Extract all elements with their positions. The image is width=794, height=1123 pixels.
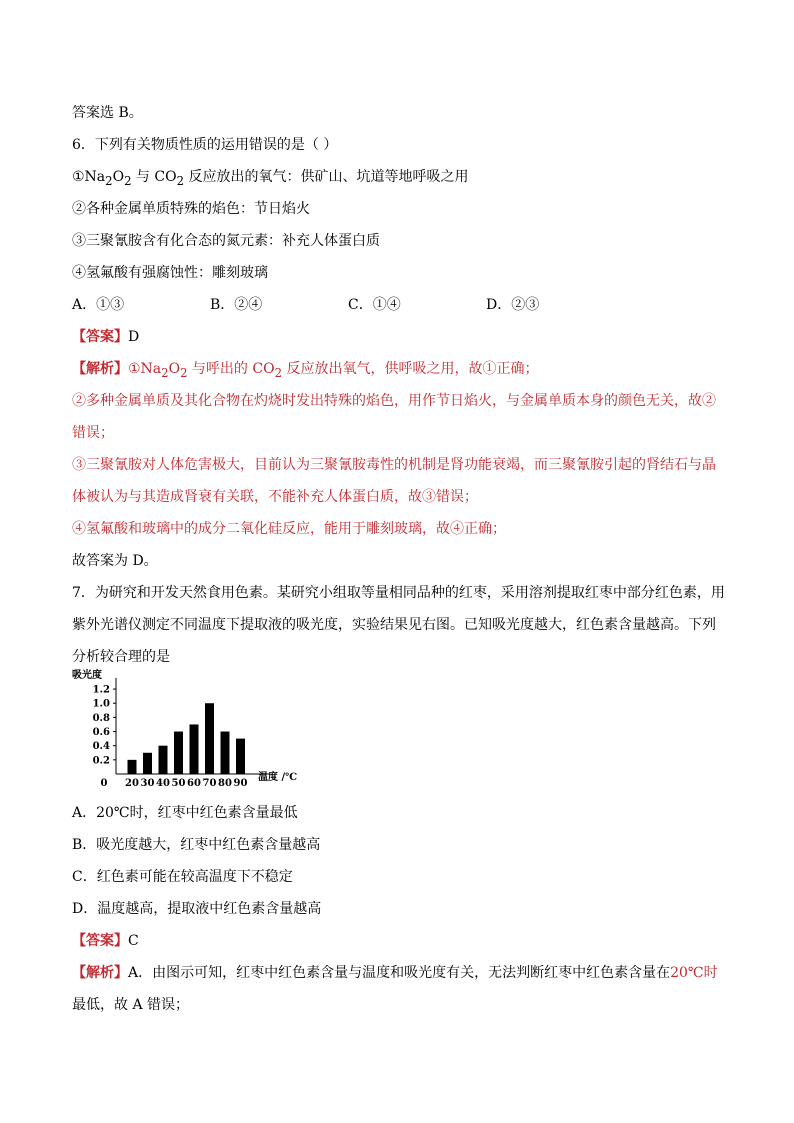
question-7-stem-1: 7．为研究和开发天然食用色素。某研究小组取等量相同品种的红枣，采用溶剂提取红枣中部分红色素，用 (72, 585, 725, 601)
q6-explanation-2: ②多种金属单质及其化合物在灼烧时发出特殊的焰色，用作节日焰火，与金属单质本身的颜色无关，故② (72, 393, 716, 409)
q6-option-c: C．①④ (348, 297, 401, 313)
q7-explanation-2: 最低，故 A 错误； (72, 997, 190, 1013)
q7-explanation-1: 【解析】A．由图示可知，红枣中红色素含量与温度和吸光度有关，无法判断红枣中红色素含量在20℃时 (72, 965, 718, 981)
y-tick-label: 1.0 (92, 698, 110, 710)
q6-statement-3: ③三聚氰胺含有化合态的氮元素：补充人体蛋白质 (72, 233, 380, 249)
x-tick-label: 60 (187, 778, 201, 788)
bar-40 (159, 746, 168, 774)
q7-option-b: B．吸光度越大，红枣中红色素含量越高 (72, 837, 321, 853)
q6-answer: 【答案】D (72, 329, 140, 345)
q6-statement-2: ②各种金属单质特殊的焰色：节日焰火 (72, 201, 310, 217)
question-6-stem: 6．下列有关物质性质的运用错误的是（ ） (72, 137, 338, 153)
bar-60 (190, 724, 199, 774)
q6-option-a: A．①③ (72, 297, 125, 313)
question-7-stem-3: 分析较合理的是 (72, 649, 170, 665)
x-tick-label: 50 (171, 778, 186, 788)
q6-statement-4: ④氢氟酸有强腐蚀性：雕刻玻璃 (72, 265, 268, 281)
x-tick-label: 70 (202, 778, 217, 788)
x-tick-label: 80 (218, 778, 232, 788)
q6-option-b: B．②④ (210, 297, 263, 313)
x-origin-label: 0 (100, 778, 108, 788)
absorbance-bar-chart (72, 668, 312, 788)
chart-bars (128, 703, 246, 774)
bar-70 (205, 703, 214, 774)
prev-answer-line: 答案选 B。 (72, 105, 143, 121)
q6-explanation-5: 体被认为与其造成肾衰有关联，不能补充人体蛋白质，故③错误； (72, 489, 478, 505)
y-axis-title: 吸光度 (72, 670, 102, 681)
q7-option-d: D．温度越高，提取液中红色素含量越高 (72, 901, 322, 917)
q6-option-d: D．②③ (486, 297, 540, 313)
x-axis-title: 温度 /℃ (258, 772, 298, 783)
question-7-stem-2: 紫外光谱仪测定不同温度下提取液的吸光度，实验结果见右图。已知吸光度越大，红色素含量越高。下列 (72, 617, 716, 633)
y-tick-label: 1.2 (92, 684, 110, 696)
q6-explanation-6: ④氢氟酸和玻璃中的成分二氧化硅反应，能用于雕刻玻璃，故④正确； (72, 521, 506, 537)
q7-option-c: C．红色素可能在较高温度下不稳定 (72, 869, 293, 885)
bar-30 (143, 753, 152, 774)
y-tick-label: 0.8 (92, 712, 110, 724)
q7-answer: 【答案】C (72, 933, 139, 949)
x-tick-label: 30 (140, 778, 155, 788)
bar-80 (221, 732, 230, 774)
q6-final-answer: 故答案为 D。 (72, 553, 158, 569)
x-tick-label: 40 (156, 778, 170, 788)
q6-explanation-4: ③三聚氰胺对人体危害极大，目前认为三聚氰胺毒性的机制是肾功能衰竭，而三聚氰胺引起的肾结石与晶 (72, 457, 716, 473)
y-tick-label: 0.2 (92, 755, 110, 767)
chart-labels (72, 668, 297, 788)
bar-20 (128, 760, 137, 774)
y-tick-label: 0.4 (92, 741, 110, 753)
x-tick-label: 90 (233, 778, 248, 788)
q6-statement-1: $①Na_2O_2$ 与 $CO_2$ 反应放出的氧气：供矿山、坑道等地呼吸之用 (72, 169, 469, 188)
bar-90 (236, 739, 245, 774)
bar-50 (174, 732, 183, 774)
q6-explanation-3: 错误； (72, 425, 114, 441)
q6-explanation-1: 【解析】$①Na_2O_2$ 与呼出的 $CO_2$ 反应放出氧气，供呼吸之用，故①正确； (72, 361, 539, 380)
x-tick-label: 20 (125, 778, 139, 788)
y-tick-label: 0.6 (92, 727, 110, 739)
q7-option-a: A．20℃时，红枣中红色素含量最低 (72, 805, 298, 821)
